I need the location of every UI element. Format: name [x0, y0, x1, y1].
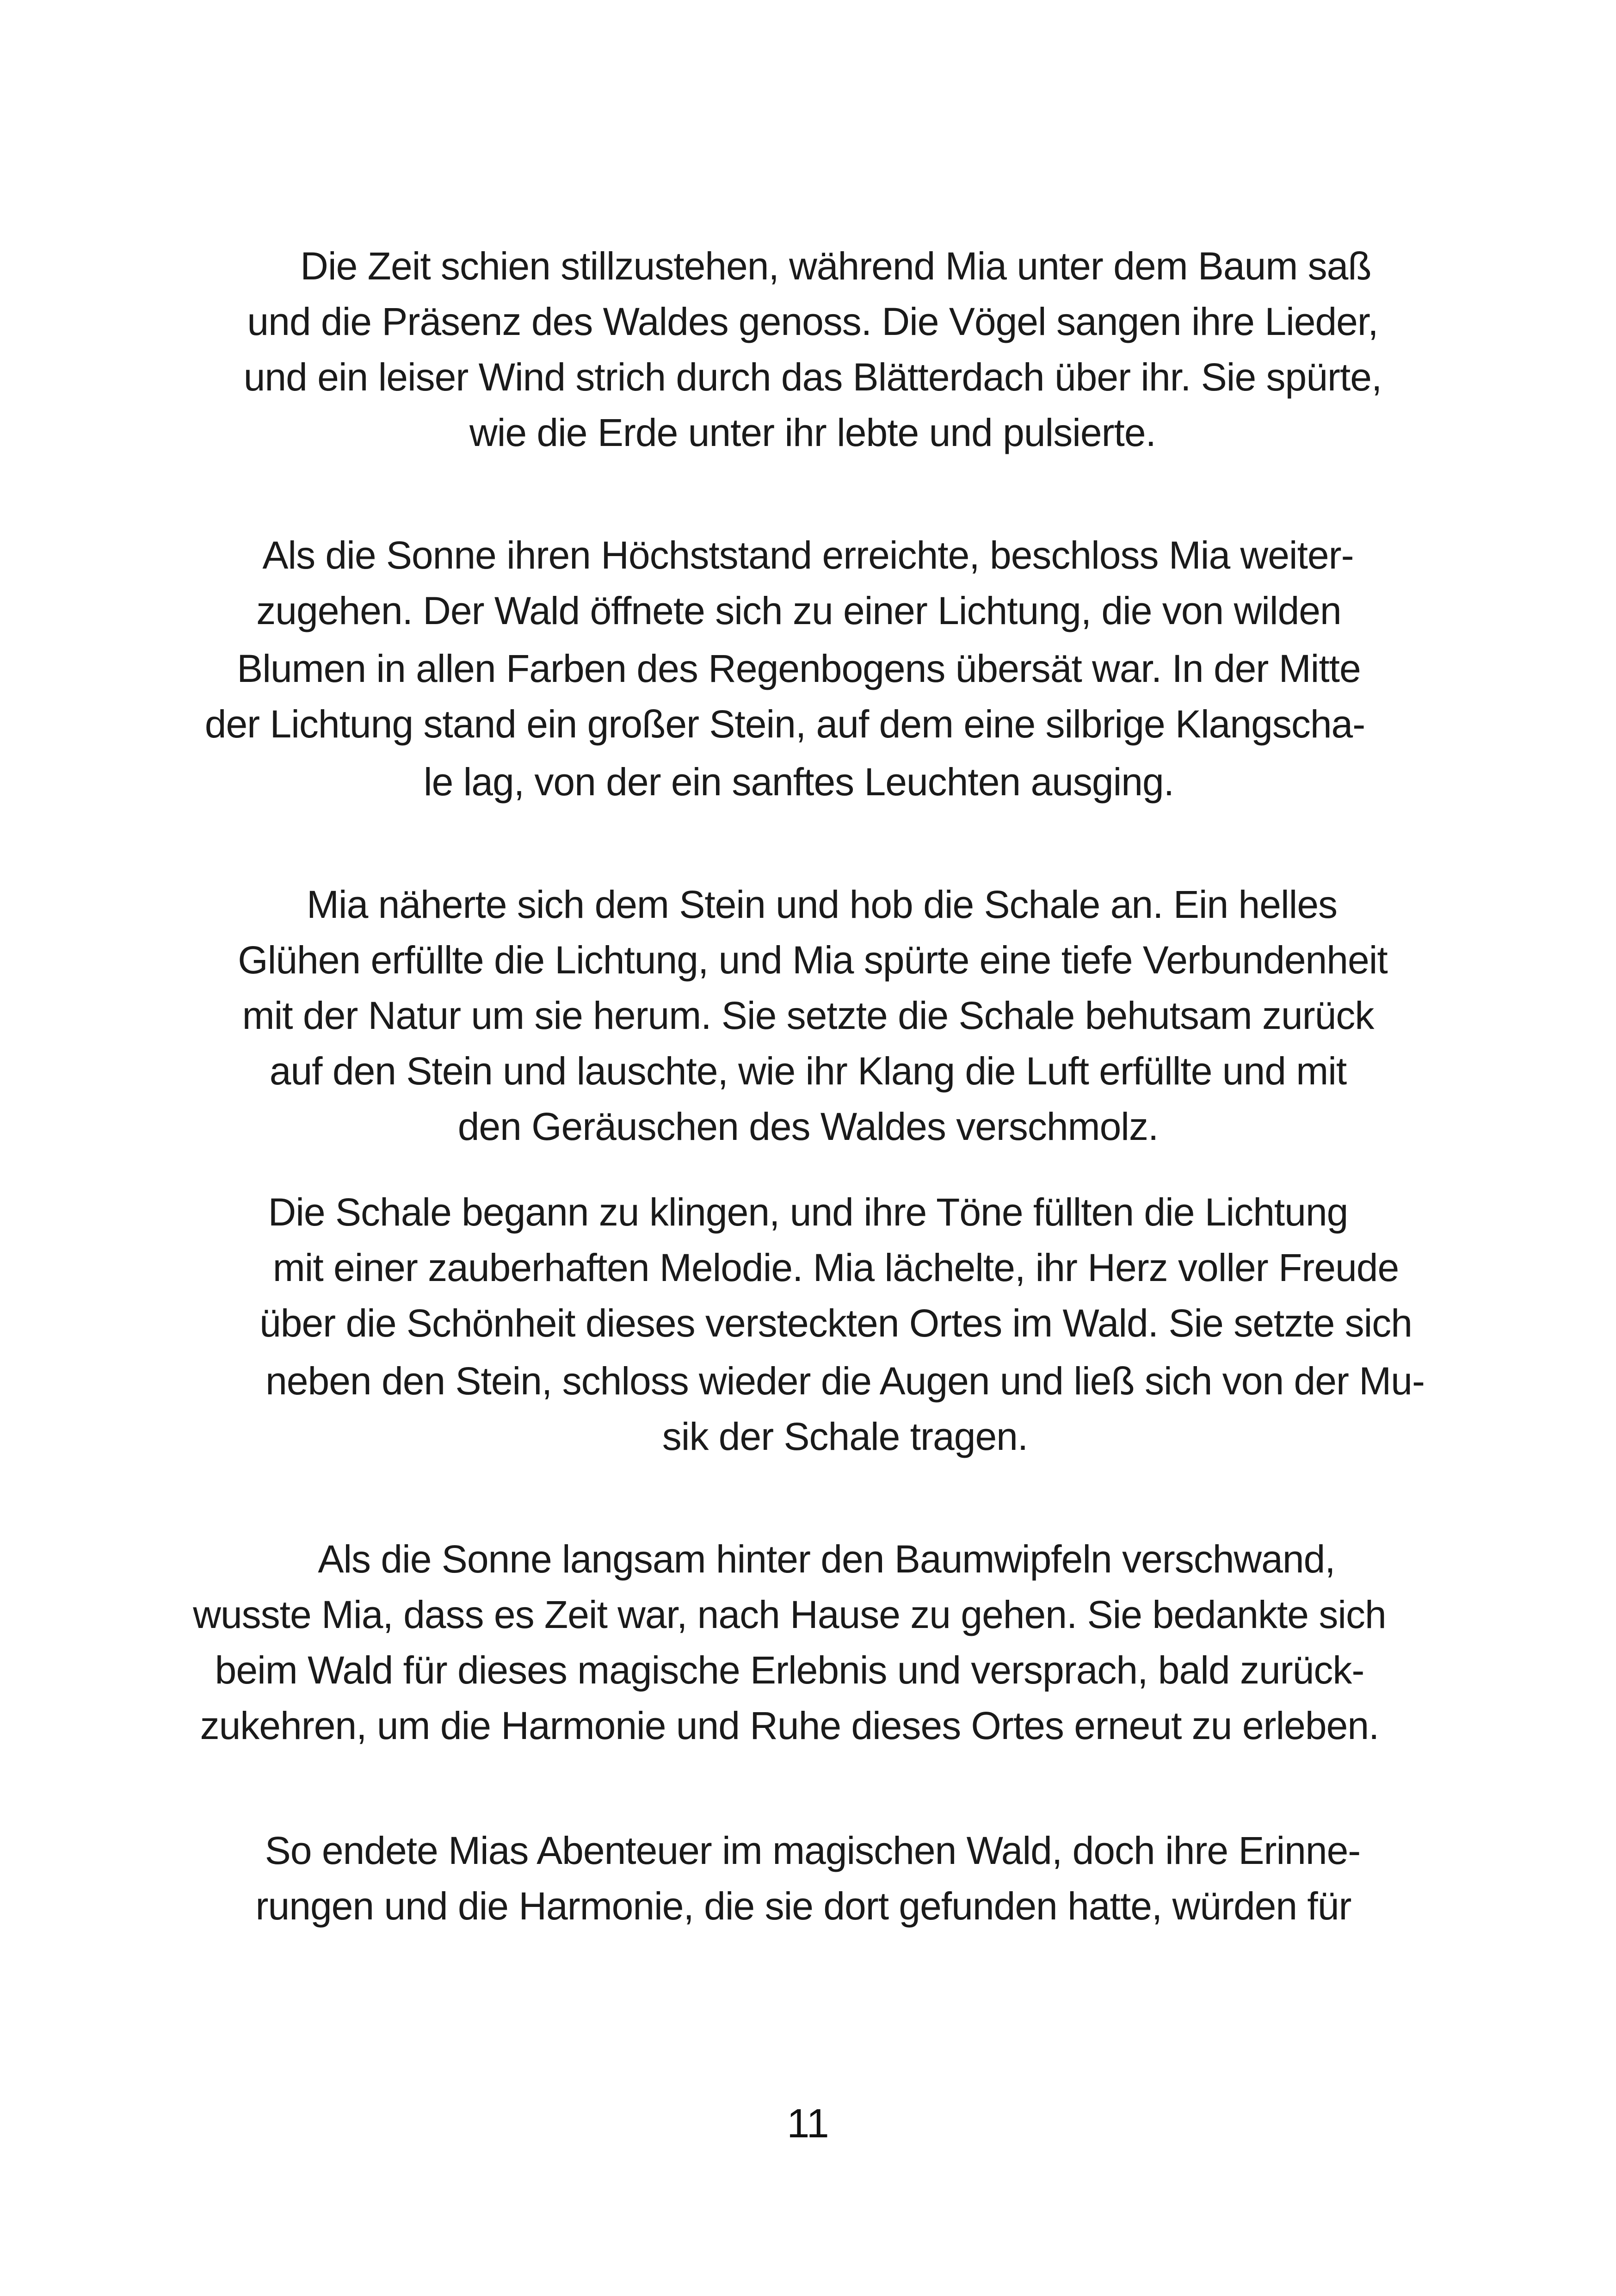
paragraph-2-line-4: der Lichtung stand ein großer Stein, auf dem eine silbrige Klangscha- [204, 702, 1365, 746]
paragraph-2-line-5: le lag, von der ein sanftes Leuchten ausging. [423, 760, 1174, 804]
paragraph-3-line-2: Glühen erfüllte die Lichtung, und Mia spürte eine tiefe Verbundenheit [238, 938, 1388, 982]
paragraph-6-line-2: rungen und die Harmonie, die sie dort gefunden hatte, würden für [255, 1884, 1351, 1928]
paragraph-2-line-2: zugehen. Der Wald öffnete sich zu einer Lichtung, die von wilden [256, 589, 1341, 632]
paragraph-1-line-3: und ein leiser Wind strich durch das Blätterdach über ihr. Sie spürte, [243, 355, 1382, 399]
paragraph-5-line-3: beim Wald für dieses magische Erlebnis und versprach, bald zurück- [215, 1648, 1364, 1692]
paragraph-1-line-1: Die Zeit schien stillzustehen, während Mia unter dem Baum saß [300, 244, 1371, 288]
paragraph-3-line-5: den Geräuschen des Waldes verschmolz. [457, 1105, 1159, 1148]
paragraph-1-line-4: wie die Erde unter ihr lebte und pulsierte. [469, 411, 1156, 454]
paragraph-3-line-1: Mia näherte sich dem Stein und hob die Schale an. Ein helles [306, 883, 1338, 926]
paragraph-4-line-5: sik der Schale tragen. [662, 1415, 1028, 1458]
paragraph-1-line-2: und die Präsenz des Waldes genoss. Die Vögel sangen ihre Lieder, [247, 300, 1378, 343]
paragraph-4-line-4: neben den Stein, schloss wieder die Augen und ließ sich von der Mu- [265, 1359, 1425, 1403]
paragraph-2-line-3: Blumen in allen Farben des Regenbogens übersät war. In der Mitte [237, 647, 1361, 690]
paragraph-4-line-1: Die Schale begann zu klingen, und ihre Töne füllten die Lichtung [268, 1190, 1348, 1234]
paragraph-5-line-4: zukehren, um die Harmonie und Ruhe dieses Ortes erneut zu erleben. [200, 1704, 1379, 1747]
page-number: 11 [787, 2100, 829, 2146]
paragraph-4-line-2: mit einer zauberhaften Melodie. Mia lächelte, ihr Herz voller Freude [272, 1246, 1399, 1289]
paragraph-5-line-2: wusste Mia, dass es Zeit war, nach Hause zu gehen. Sie bedankte sich [193, 1593, 1386, 1636]
paragraph-5-line-1: Als die Sonne langsam hinter den Baumwipfeln verschwand, [318, 1537, 1335, 1581]
paragraph-4-line-3: über die Schönheit dieses versteckten Ortes im Wald. Sie setzte sich [259, 1301, 1412, 1345]
paragraph-3-line-4: auf den Stein und lauschte, wie ihr Klang die Luft erfüllte und mit [269, 1049, 1347, 1093]
paragraph-6-line-1: So endete Mias Abenteuer im magischen Wald, doch ihre Erinne- [265, 1829, 1361, 1872]
paragraph-3-line-3: mit der Natur um sie herum. Sie setzte die Schale behutsam zurück [242, 994, 1374, 1037]
paragraph-2-line-1: Als die Sonne ihren Höchststand erreichte, beschloss Mia weiter- [262, 533, 1354, 577]
